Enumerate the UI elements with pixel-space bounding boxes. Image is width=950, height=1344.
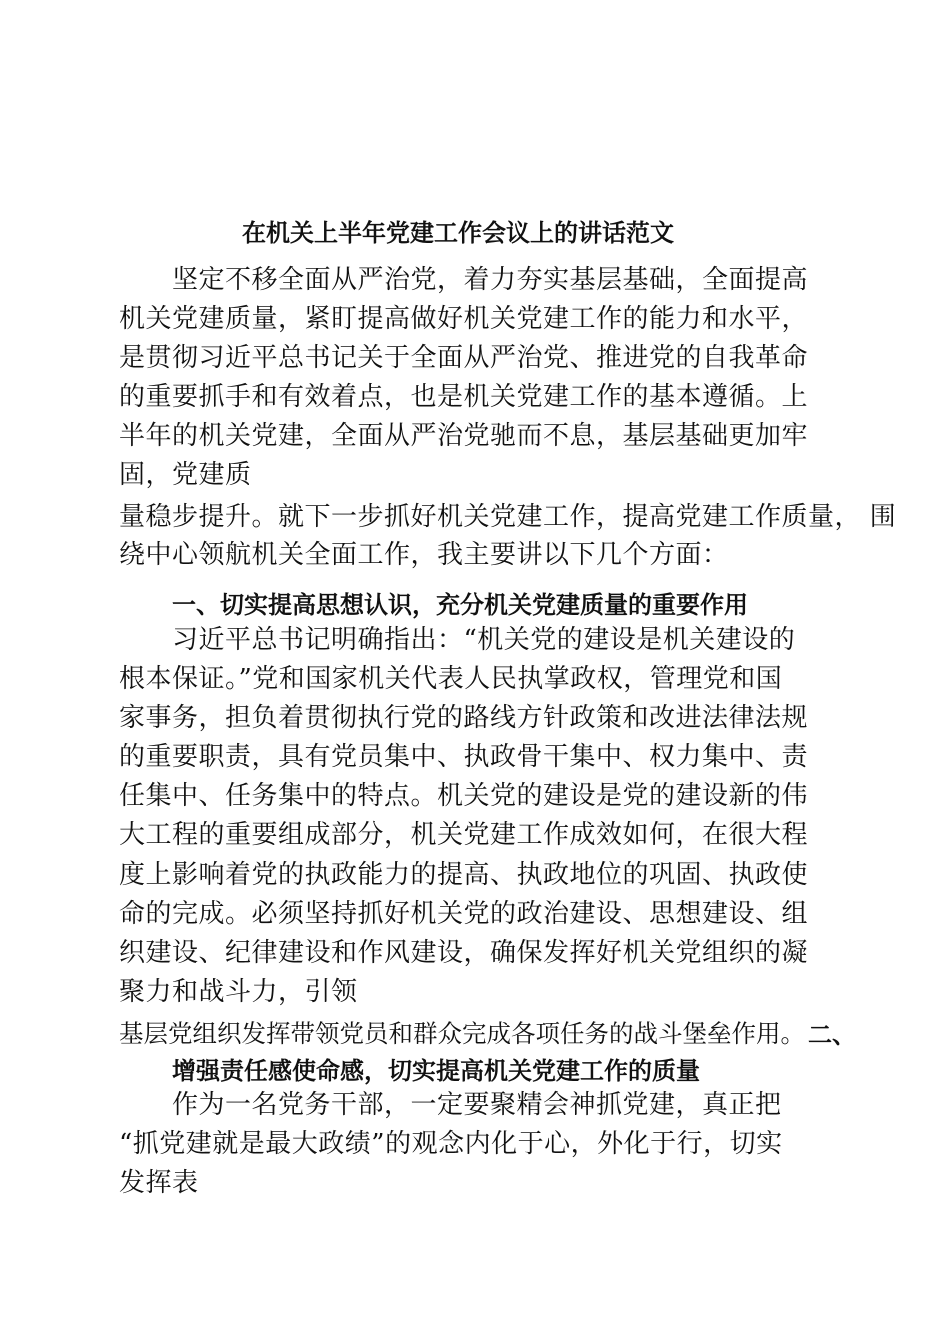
section-1-line-1: 习近平总书记明确指出：“机关党的建设是机关建设的 (172, 625, 796, 655)
section-1-line-9: 织建设、纪律建设和作风建设，确保发挥好机关党组织的凝 (119, 938, 809, 968)
section-1-line-5: 任集中、任务集中的特点。机关党的建设是党的建设新的伟 (119, 781, 809, 811)
section-2-number: 二、 (808, 1021, 856, 1049)
intro-line-8: 绕中心领航机关全面工作，我主要讲以下几个方面： (119, 540, 729, 570)
section-1-line-10: 聚力和战斗力，引领 (119, 977, 358, 1007)
section-2-line-3: 发挥表 (119, 1168, 199, 1198)
section-1-line-6: 大工程的重要组成部分，机关党建工作成效如何，在很大程 (119, 820, 809, 850)
intro-line-2: 机关党建质量，紧盯提高做好机关党建工作的能力和水平， (119, 304, 809, 334)
section-1-line-3: 家事务，担负着贯彻执行党的路线方针政策和改进法律法规 (119, 703, 809, 733)
section-1-line-11: 基层党组织发挥带领党员和群众完成各项任务的战斗堡垒作用。 (119, 1019, 805, 1048)
intro-line-3: 是贯彻习近平总书记关于全面从严治党、推进党的自我革命 (119, 343, 809, 373)
intro-line-6: 固，党建质 (119, 460, 252, 490)
section-2-line-1: 作为一名党务干部，一定要聚精会神抓党建，真正把 (172, 1090, 782, 1120)
section-1-line-7: 度上影响着党的执政能力的提高、执政地位的巩固、执政使 (119, 860, 809, 890)
section-1-line-8: 命的完成。必须坚持抓好机关党的政治建设、思想建设、组 (119, 899, 809, 929)
document-title: 在机关上半年党建工作会议上的讲话范文 (242, 219, 674, 247)
intro-line-5: 半年的机关党建，全面从严治党驰而不息，基层基础更加牢 (119, 421, 809, 451)
intro-line-1: 坚定不移全面从严治党，着力夯实基层基础，全面提高 (172, 265, 809, 295)
intro-line-4: 的重要抓手和有效着点，也是机关党建工作的基本遵循。上 (119, 382, 809, 412)
section-1-line-4: 的重要职责，具有党员集中、执政骨干集中、权力集中、责 (119, 742, 809, 772)
intro-line-7: 量稳步提升。就下一步抓好机关党建工作，提高党建工作质量， 围 (119, 502, 897, 532)
section-2-heading: 增强责任感使命感，切实提高机关党建工作的质量 (172, 1057, 700, 1085)
section-2-line-2: “抓党建就是最大政绩”的观念内化于心，外化于行，切实 (119, 1129, 783, 1159)
section-1-line-2: 根本保证。”党和国家机关代表人民执掌政权，管理党和国 (119, 664, 783, 694)
section-1-heading: 一、切实提高思想认识，充分机关党建质量的重要作用 (172, 591, 748, 619)
